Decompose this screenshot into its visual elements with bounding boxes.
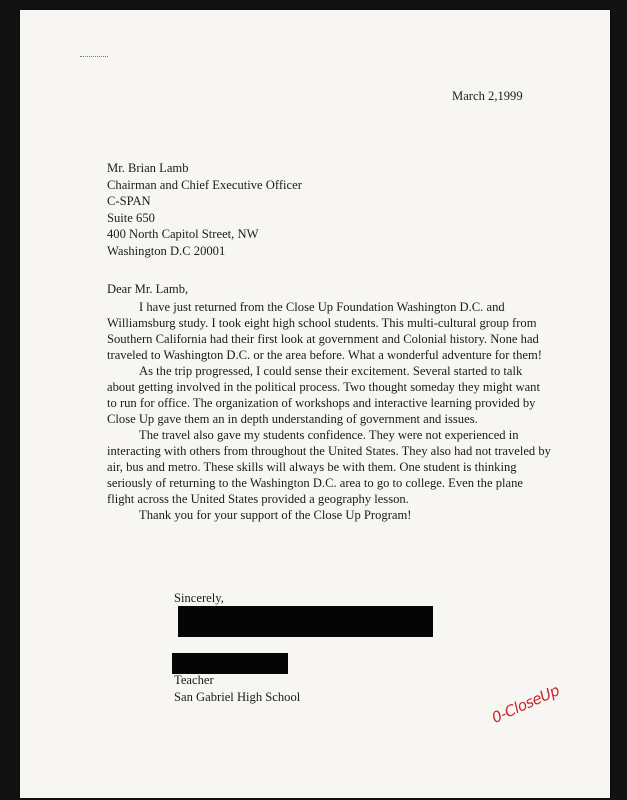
- redacted-name: [172, 653, 288, 674]
- recipient-organization: C-SPAN: [107, 194, 151, 208]
- recipient-street: 400 North Capitol Street, NW: [107, 227, 259, 241]
- recipient-address: [107, 160, 302, 259]
- salutation: Dear Mr. Lamb,: [107, 282, 189, 296]
- letter-body: [107, 299, 552, 523]
- recipient-name: Mr. Brian Lamb: [107, 161, 189, 175]
- pencil-mark: [80, 56, 108, 59]
- letter-date: March 2,1999: [452, 89, 523, 103]
- signer-school: San Gabriel High School: [174, 690, 301, 704]
- recipient-city: Washington D.C 20001: [107, 243, 226, 258]
- recipient-title: Chairman and Chief Executive Officer: [107, 177, 302, 192]
- letter-page: [20, 10, 610, 798]
- body-paragraph: As the trip progressed, I could sense their excitement. Several started to talk about getting involved in the political process. Two thought someday they might want to run for office. The organization of workshops and interactive learning provided by Close Up gave them an in depth understanding of government and issues.: [107, 364, 540, 426]
- signer-role: Teacher: [174, 673, 214, 687]
- body-paragraph: I have just returned from the Close Up Foundation Washington D.C. and Williamsburg study. I took eight high school students. This multi-cultural group from Southern California had their first look at government and Colonial history. None had traveled to Washington D.C. or the area before. What a wonderful adventure for them!: [107, 300, 542, 362]
- body-paragraph: Thank you for your support of the Close Up Program!: [139, 508, 412, 522]
- handwritten-note: 0-CloseUp: [489, 681, 563, 727]
- redacted-signature: [178, 606, 433, 637]
- body-paragraph: The travel also gave my students confidence. They were not experienced in interacting with others from throughout the United States. They also had not traveled by air, bus and metro. These skills will always be with them. One student is thinking seriously of returning to the Washington D.C. area to go to college. Even the plane flight across the United States provided a geography lesson.: [107, 428, 551, 506]
- recipient-suite: Suite 650: [107, 210, 155, 225]
- closing: Sincerely,: [174, 591, 224, 605]
